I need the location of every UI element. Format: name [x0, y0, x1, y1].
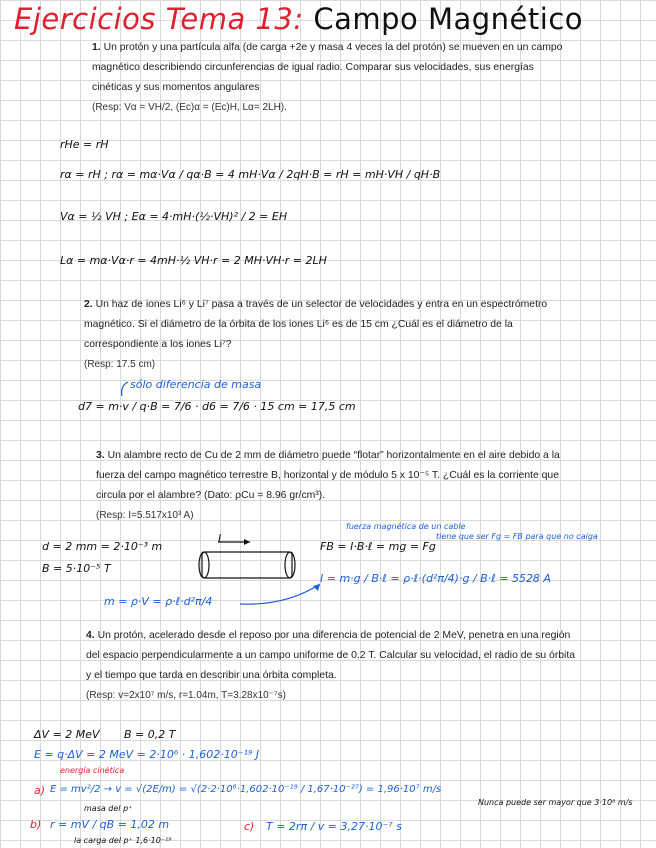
annotation: fuerza magnética de un cable: [346, 522, 466, 531]
annotation: la carga del p⁺ 1,6·10⁻¹⁹: [74, 836, 172, 845]
problem-1: [92, 38, 570, 118]
problem-text: Un alambre recto de Cu de 2 mm de diámetro puede “flotar” horizontalmente en el aire debido a la fuerza del campo magnético terrestre B, horizontal y de módulo 5 x 10⁻⁵ T. ¿Cuál es la corriente que circula por el alambre? (Dato: ρCu = 8.96 gr/cm³).: [96, 450, 560, 501]
arrow-icon: [118, 380, 132, 398]
part-label: a): [34, 784, 46, 797]
note-line: rα = rH ; rα = mα·Vα / qα·B = 4 mH·Vα / 2qH·B = rH = mH·VH / qH·B: [60, 168, 441, 181]
title-red: Ejercicios Tema 13:: [14, 2, 304, 36]
note-line: ΔV = 2 MeV: [34, 728, 100, 741]
problem-3: [96, 446, 576, 526]
problem-resp: (Resp: I=5.517x10³ A): [96, 510, 194, 521]
note-line: B = 0,2 T: [124, 728, 176, 741]
problem-text: Un protón y una partícula alfa (de carga +2e y masa 4 veces la del protón) se mueven en un campo magnético describiendo circunferencias de igual radio. Comparar sus velocidades, sus energías cinéticas y sus momentos angulares: [92, 42, 563, 93]
problem-resp: (Resp: 17.5 cm): [84, 359, 156, 370]
note-line: Vα = ½ VH ; Eα = 4·mH·(½·VH)² / 2 = EH: [60, 210, 288, 223]
part-label: c): [244, 820, 255, 833]
note-line: E = q·ΔV = 2 MeV = 2·10⁶ · 1,602·10⁻¹⁹ J: [34, 748, 260, 761]
note-line: T = 2rπ / v = 3,27·10⁻⁷ s: [266, 820, 402, 833]
problem-text: Un protón, acelerado desde el reposo por una diferencia de potencial de 2 MeV, penetra en una región del espacio perpendicularmente a un campo uniforme de 0.2 T. Calcular su velocidad, el radio de su órbita y el tiempo que tarda en describir una órbita completa.: [86, 630, 576, 681]
wire-label: I: [218, 532, 222, 545]
problem-number: 1.: [92, 42, 101, 53]
problem-number: 4.: [86, 630, 95, 641]
note-line: r = mV / qB = 1,02 m: [50, 818, 170, 831]
problem-number: 3.: [96, 450, 105, 461]
note-line: m = ρ·V = ρ·ℓ·d²π/4: [104, 595, 213, 608]
wire-icon: [178, 536, 308, 586]
note-line: FB = I·B·ℓ = mg = Fg: [320, 540, 436, 553]
problem-4: [86, 626, 582, 706]
note-line: Lα = mα·Vα·r = 4mH·½ VH·r = 2 MH·VH·r = 2LH: [60, 254, 327, 267]
problem-resp: (Resp: Vα = VH/2, (Ec)α = (Ec)H, Lα= 2LH).: [92, 102, 287, 113]
problem-resp: (Resp: v=2x10⁷ m/s, r=1.04m, T=3.28x10⁻⁷s): [86, 690, 286, 701]
annotation: energía cinética: [60, 766, 125, 775]
note-line: d7 = m·v / q·B = 7/6 · d6 = 7/6 · 15 cm = 17,5 cm: [78, 400, 356, 413]
annotation: masa del p⁺: [84, 804, 133, 813]
problem-number: 2.: [84, 299, 93, 310]
note-line: d = 2 mm = 2·10⁻³ m: [42, 540, 163, 553]
annotation: Nunca puede ser mayor que 3·10⁸ m/s: [478, 798, 633, 807]
arrow-icon: [236, 580, 326, 610]
title-black: Campo Magnético: [313, 2, 584, 36]
note-line: E = mv²/2 → v = √(2E/m) = √(2·2·10⁶·1,602·10⁻¹⁹ / 1,67·10⁻²⁷) = 1,96·10⁷ m/s: [50, 784, 442, 795]
note-line: I = m·g / B·ℓ = ρ·ℓ·(d²π/4)·g / B·ℓ = 5528 A: [320, 572, 551, 585]
annotation: sólo diferencia de masa: [130, 378, 262, 391]
problem-text: Un haz de iones Li⁶ y Li⁷ pasa a través de un selector de velocidades y entra en un espectrómetro magnético. Si el diámetro de la órbita de los iones Li⁶ es de 15 cm ¿Cuál es el diámetro de la correspondiente a los iones Li⁷?: [84, 299, 548, 350]
part-label: b): [30, 818, 42, 831]
annotation: tiene que ser Fg = FB para que no caiga: [436, 532, 598, 541]
note-line: B = 5·10⁻⁵ T: [42, 562, 111, 575]
problem-2: [84, 295, 574, 375]
page-title: [14, 2, 583, 36]
note-line: rHe = rH: [60, 138, 109, 151]
